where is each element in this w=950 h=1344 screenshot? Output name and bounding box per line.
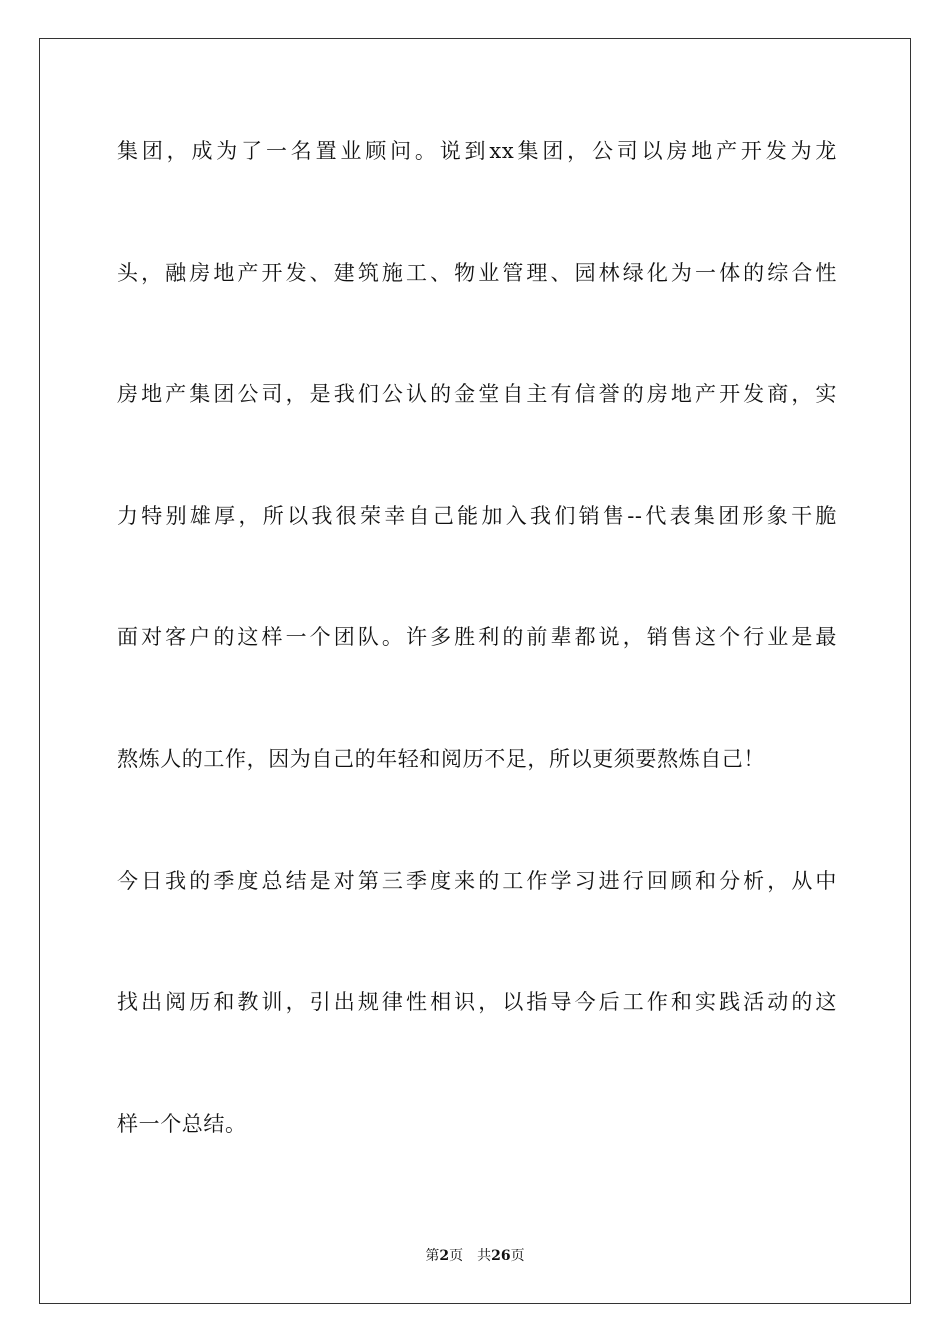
body-text xyxy=(117,128,837,1222)
total-suffix: 页 xyxy=(510,1248,525,1264)
text-line: 今日我的季度总结是对第三季度来的工作学习进行回顾和分析，从中 xyxy=(117,868,837,893)
text-line: 集团，成为了一名置业顾问。说到xx集团，公司以房地产开发为龙 xyxy=(117,139,837,163)
page-suffix: 页 xyxy=(449,1248,464,1264)
total-prefix: 共 xyxy=(477,1248,492,1264)
text-line: 样一个总结。 xyxy=(117,1111,247,1136)
text-line: 力特别雄厚，所以我很荣幸自己能加入我们销售--代表集团形象干脆 xyxy=(117,503,837,528)
page-prefix: 第 xyxy=(425,1248,440,1264)
text-line: 找出阅历和教训，引出规律性相识，以指导今后工作和实践活动的这 xyxy=(117,990,837,1015)
text-line: 房地产集团公司，是我们公认的金堂自主有信誉的房地产开发商，实 xyxy=(117,382,837,407)
text-line: 熬炼人的工作，因为自己的年轻和阅历不足，所以更须要熬炼自己！ xyxy=(117,746,765,771)
total-pages: 26 xyxy=(491,1248,511,1264)
text-line: 面对客户的这样一个团队。许多胜利的前辈都说，销售这个行业是最 xyxy=(117,625,837,650)
text-line: 头，融房地产开发、建筑施工、物业管理、园林绿化为一体的综合性 xyxy=(117,260,837,285)
page-number: 2 xyxy=(439,1248,450,1264)
page-footer xyxy=(0,1247,950,1265)
